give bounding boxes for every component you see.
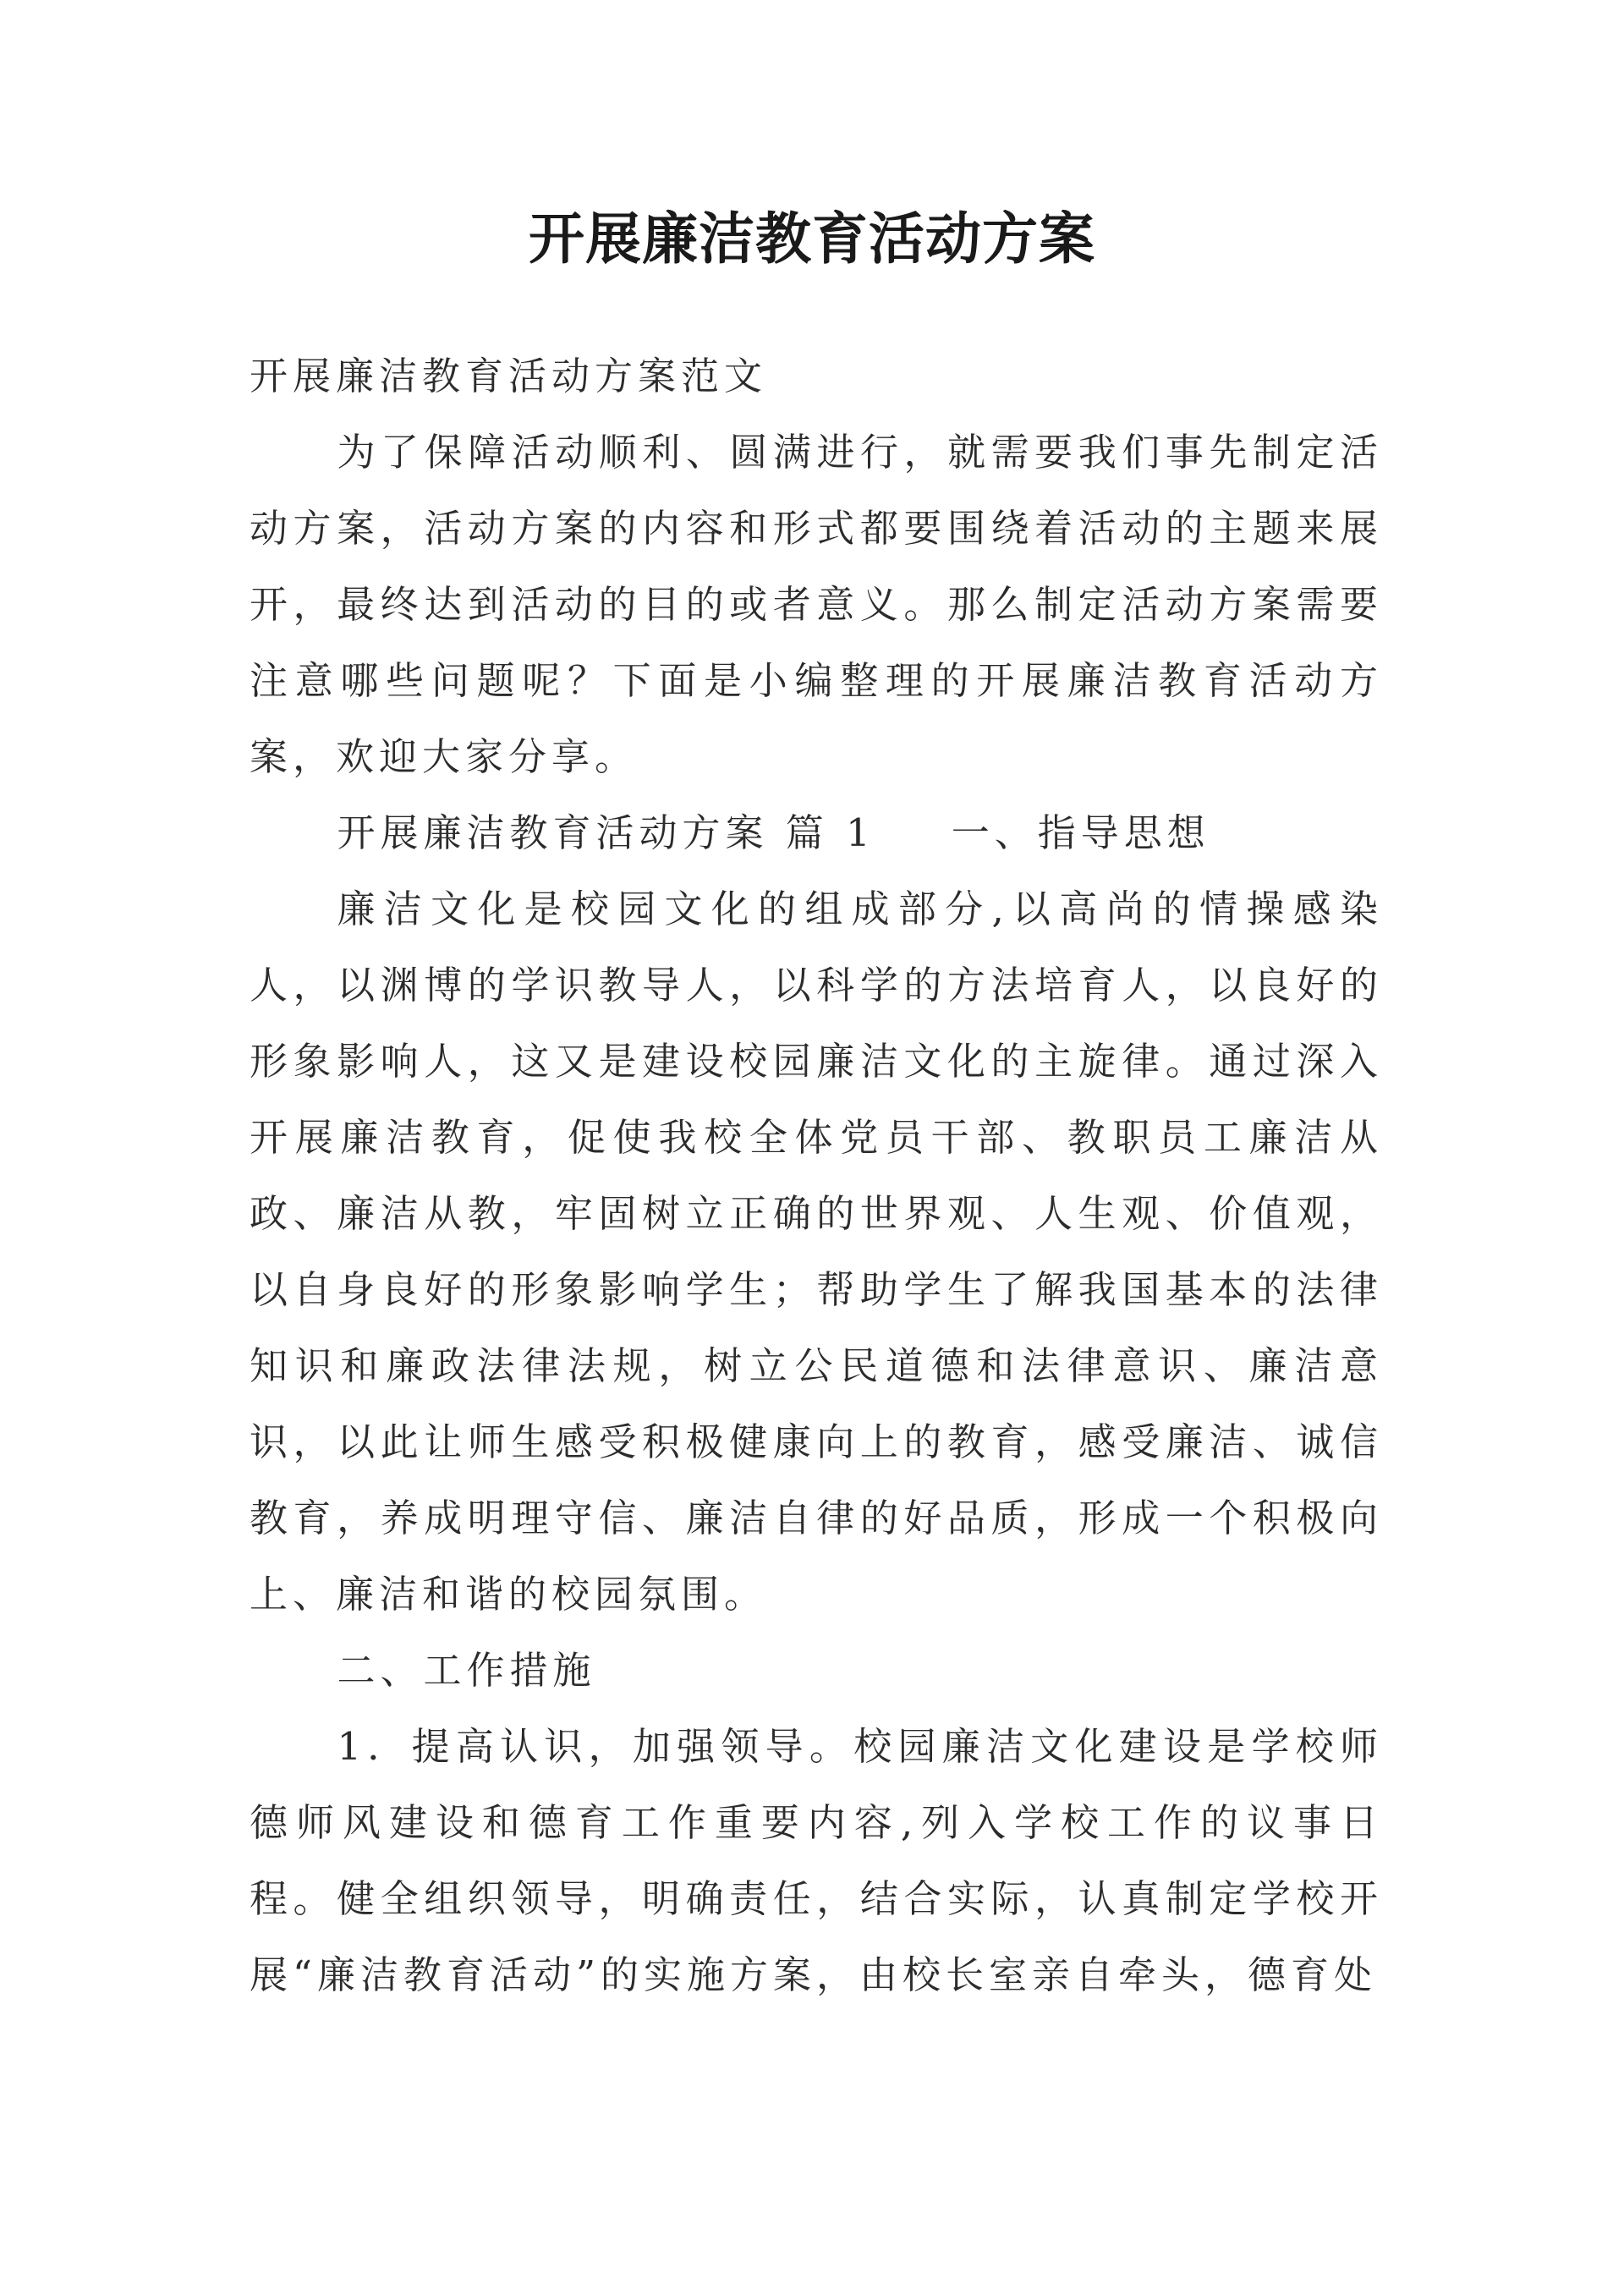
section-1-heading: 一、指导思想 [951, 810, 1210, 855]
intro-paragraph: 为了保障活动顺利、圆满进行，就需要我们事先制定活动方案，活动方案的内容和形式都要围绕着活动的主题来展开，最终达到活动的目的或者意义。那么制定活动方案需要注意哪些问题呢？下面是小编整理的开展廉洁教育活动方案，欢迎大家分享。 [250, 430, 1383, 779]
chapter-heading-line [250, 795, 1383, 871]
document-subtitle: 开展廉洁教育活动方案范文 [250, 354, 768, 398]
item-1-paragraph: 1．提高认识，加强领导。校园廉洁文化建设是学校师德师风建设和德育工作重要内容,列入学校工作的议事日程。健全组织领导，明确责任，结合实际，认真制定学校开展“廉洁教育活动”的实施方案，由校长室亲自牵头，德育处 [250, 1724, 1383, 1997]
section-2-heading: 二、工作措施 [337, 1648, 596, 1693]
document-title: 开展廉洁教育活动方案 [529, 206, 1095, 272]
chapter-heading: 开展廉洁教育活动方案 篇 1 [337, 810, 875, 855]
section-1-paragraph: 廉洁文化是校园文化的组成部分,以高尚的情操感染人，以渊博的学识教导人，以科学的方法培育人，以良好的形象影响人，这又是建设校园廉洁文化的主旋律。通过深入开展廉洁教育，促使我校全体党员干部、教职员工廉洁从政、廉洁从教，牢固树立正确的世界观、人生观、价值观，以自身良好的形象影响学生；帮助学生了解我国基本的法律知识和廉政法律法规，树立公民道德和法律意识、廉洁意识，以此让师生感受积极健康向上的教育，感受廉洁、诚信教育，养成明理守信、廉洁自律的好品质，形成一个积极向上、廉洁和谐的校园氛围。 [250, 887, 1383, 1617]
document-body [250, 338, 1383, 2013]
